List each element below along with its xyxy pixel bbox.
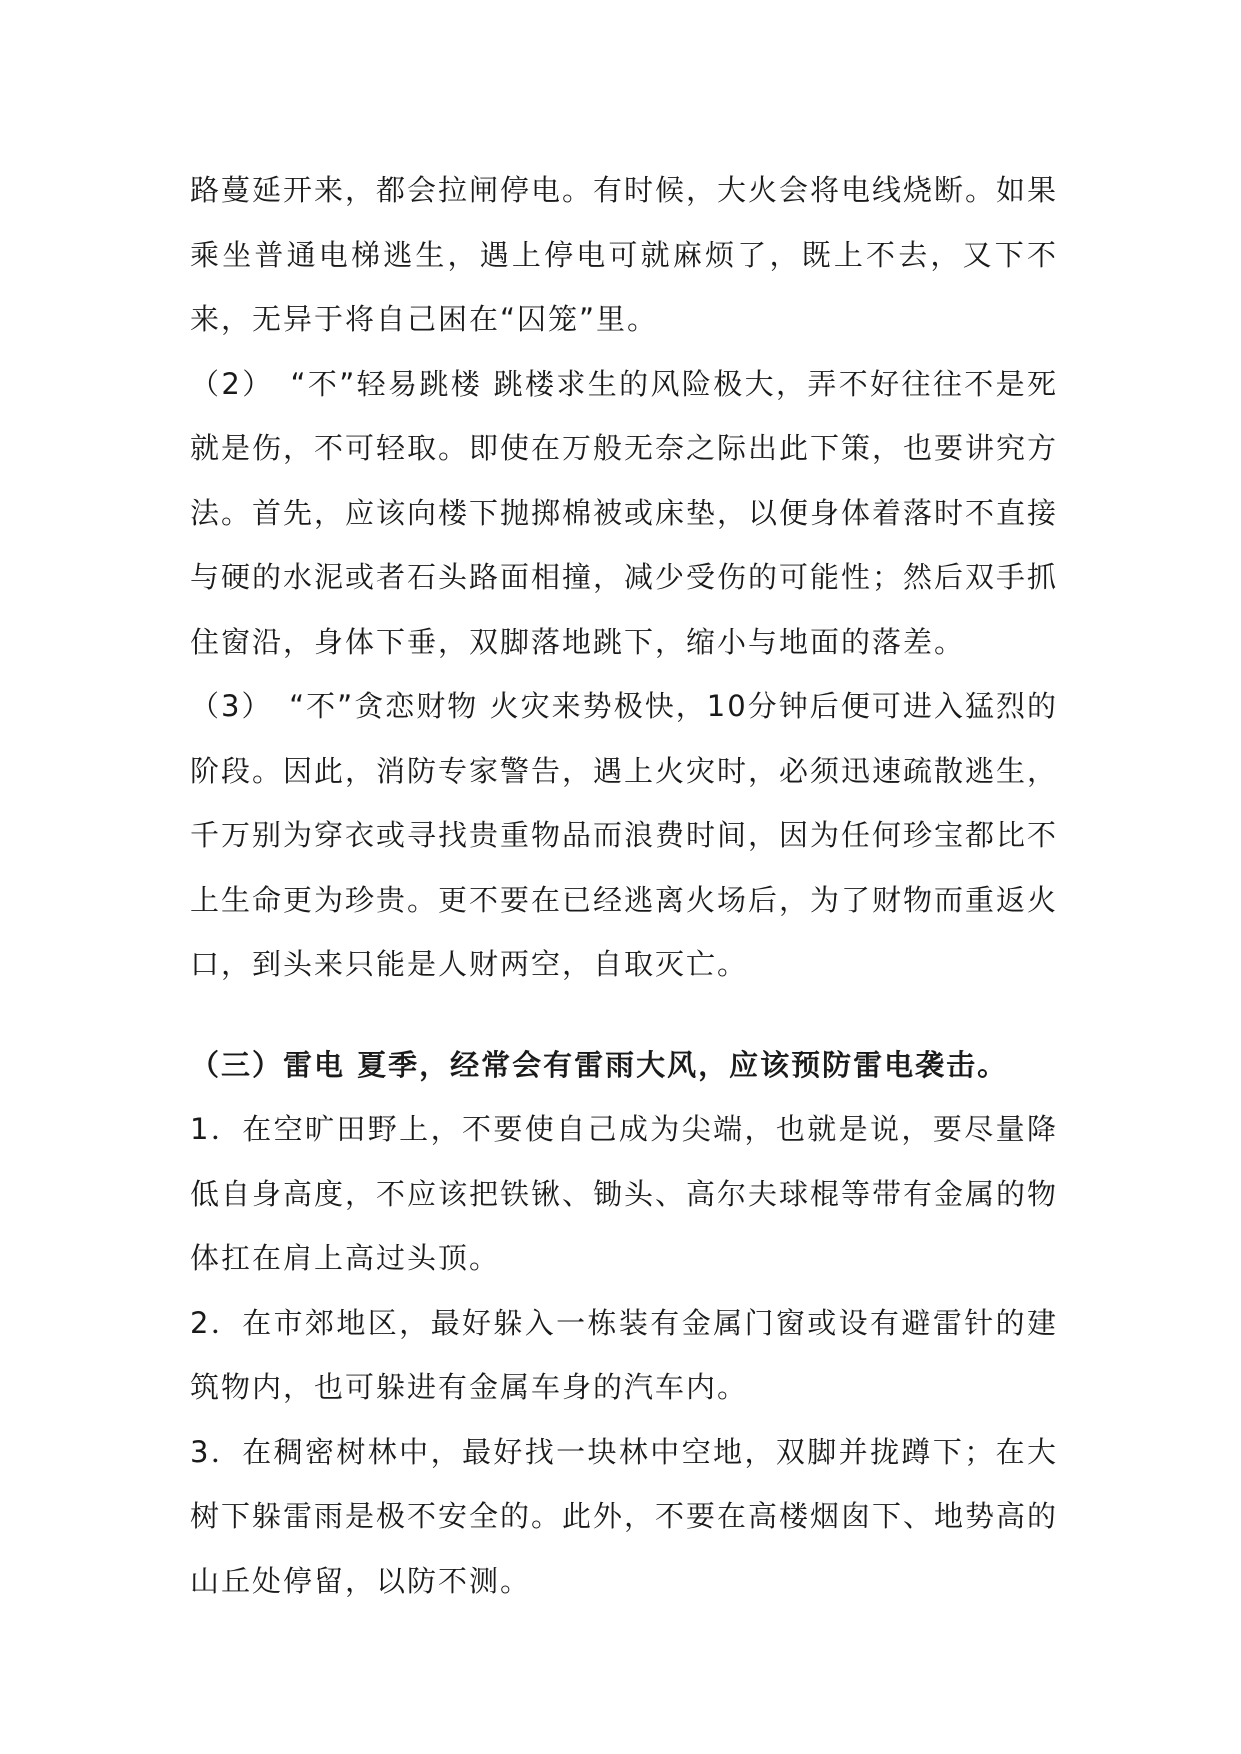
list-item-point-2: 2．在市郊地区，最好躲入一栋装有金属门窗或设有避雷针的建筑物内，也可躲进有金属车身的汽车内。 <box>190 1305 1058 1404</box>
paragraph-continued: 路蔓延开来，都会拉闸停电。有时候，大火会将电线烧断。如果乘坐普通电梯逃生，遇上停电可就麻烦了，既上不去，又下不来，无异于将自己困在“囚笼”里。 <box>190 173 1059 336</box>
paragraph-item-3: （3） “不”贪恋财物 火灾来势极快，10分钟后便可进入猛烈的阶段。因此，消防专家警告，遇上火灾时，必须迅速疏散逃生，千万别为穿衣或寻找贵重物品而浪费时间，因为任何珍宝都比不上生命更为珍贵。更不要在已经逃离火场后，为了财物而重返火口，到头来只能是人财两空，自取灭亡。 <box>190 689 1059 981</box>
list-item-point-3: 3．在稠密树林中，最好找一块林中空地，双脚并拢蹲下；在大树下躲雷雨是极不安全的。此外，不要在高楼烟囱下、地势高的山丘处停留，以防不测。 <box>190 1434 1059 1598</box>
section-heading-lightning: （三）雷电 夏季，经常会有雷雨大风，应该预防雷电袭击。 <box>190 1047 1009 1082</box>
list-item-point-1: 1．在空旷田野上，不要使自己成为尖端，也就是说，要尽量降低自身高度，不应该把铁锹、锄头、高尔夫球棍等带有金属的物体扛在肩上高过头顶。 <box>190 1112 1059 1275</box>
document-body <box>190 158 1058 1613</box>
paragraph-item-2: （2） “不”轻易跳楼 跳楼求生的风险极大，弄不好往往不是死就是伤，不可轻取。即使在万般无奈之际出此下策，也要讲究方法。首先，应该向楼下抛掷棉被或床垫，以便身体着落时不直接与硬的水泥或者石头路面相撞，减少受伤的可能性；然后双手抓住窗沿，身体下垂，双脚落地跳下，缩小与地面的落差。 <box>190 366 1059 659</box>
